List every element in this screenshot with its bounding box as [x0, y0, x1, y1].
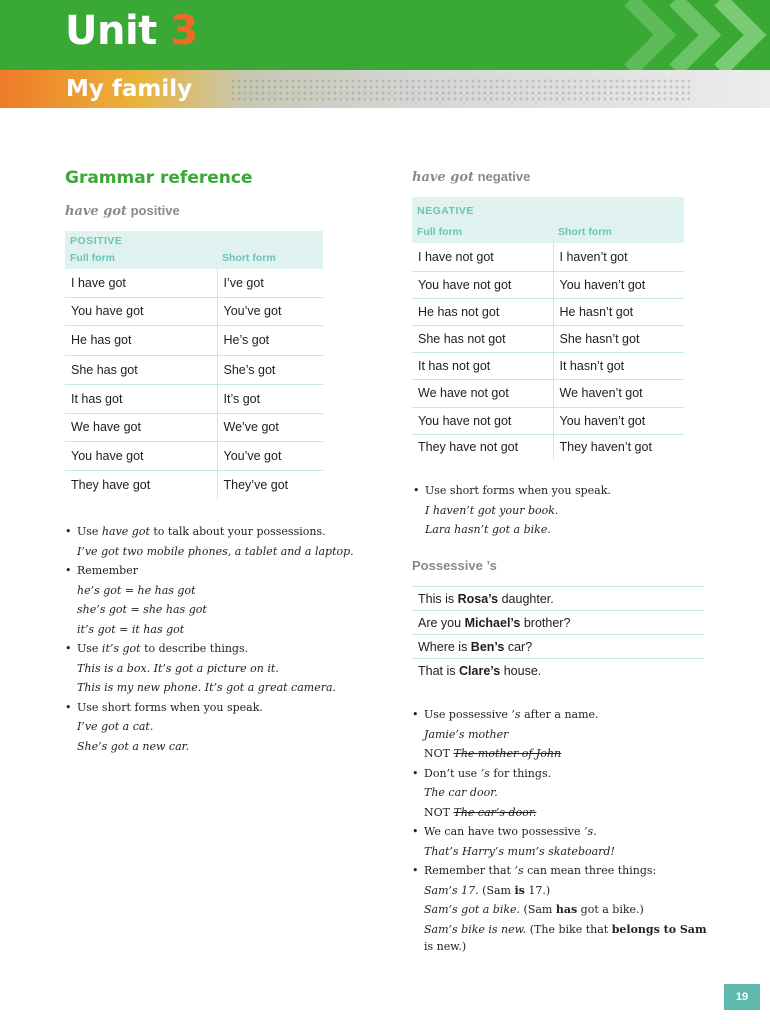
heading-italic: have got — [65, 204, 127, 219]
note-bullet: • Use have got to talk about your possessions. — [65, 522, 365, 542]
negative-notes — [413, 481, 703, 540]
table-row — [412, 352, 684, 379]
possessive-example: Where is Ben’s car? — [412, 635, 704, 659]
cell-short: It hasn’t got — [553, 352, 684, 379]
table-row — [412, 243, 684, 271]
cell-short: We haven’t got — [553, 379, 684, 407]
column-header-full: Full form — [412, 223, 553, 243]
cell-full: They have got — [65, 470, 217, 499]
cell-full: She has not got — [412, 325, 553, 352]
unit-title — [65, 8, 198, 54]
table-row — [65, 355, 323, 384]
cell-full: It has not got — [412, 352, 553, 379]
table-row — [412, 635, 704, 659]
possessive-notes — [412, 705, 712, 957]
cell-short: She’s got — [217, 355, 323, 384]
note-example: Sam’s got a bike. (Sam has got a bike.) — [424, 903, 644, 916]
possessive-example: That is Clare’s house. — [418, 664, 542, 679]
note-example: I haven’t got your book. — [425, 503, 559, 517]
possessive-example: This is Rosa’s daughter. — [412, 587, 704, 611]
column-header-full: Full form — [65, 249, 217, 269]
dot-pattern — [230, 78, 690, 102]
possessive-table — [412, 586, 704, 684]
have-got-positive-heading — [65, 203, 180, 219]
note-example-cont: is new.) — [424, 940, 467, 953]
table-row — [412, 659, 704, 684]
cell-short: They’ve got — [223, 477, 289, 492]
cell-short: It’s got — [217, 384, 323, 413]
note-bullet: • Remember that ’s can mean three things: — [412, 861, 712, 881]
unit-number: 3 — [170, 8, 198, 54]
table-row — [412, 379, 684, 407]
cell-full: I have got — [65, 269, 217, 297]
cell-short: He’s got — [217, 325, 323, 355]
cell-short: They haven’t got — [559, 440, 652, 455]
note-example: Sam’s bike is new. (The bike that belongs to Sam — [424, 922, 707, 936]
cell-full: She has got — [65, 355, 217, 384]
note-example: it’s got = it has got — [77, 622, 185, 636]
cell-short: We’ve got — [217, 413, 323, 441]
table-row — [412, 407, 684, 434]
note-not-example: NOT The mother of John — [424, 747, 562, 760]
note-bullet: • Use possessive ’s after a name. — [412, 705, 712, 725]
table-row — [65, 441, 323, 470]
cell-full: You have not got — [412, 407, 553, 434]
cell-short: He hasn’t got — [553, 298, 684, 325]
table-row — [65, 470, 323, 499]
note-example: I’ve got a cat. — [77, 720, 154, 733]
note-example: She’s got a new car. — [77, 739, 190, 753]
page-number: 19 — [724, 984, 760, 1010]
note-bullet: • We can have two possessive ’s. — [412, 822, 712, 842]
note-example: she’s got = she has got — [77, 603, 207, 616]
note-bullet: • Remember — [65, 561, 365, 581]
note-example: Sam’s 17. (Sam is 17.) — [424, 883, 551, 897]
cell-full: It has got — [65, 384, 217, 413]
column-header-short: Short form — [553, 223, 684, 243]
cell-full: He has not got — [412, 298, 553, 325]
note-example: This is a box. It’s got a picture on it. — [77, 661, 279, 675]
cell-full: You have not got — [412, 271, 553, 298]
possessive-example: Are you Michael’s brother? — [412, 611, 704, 635]
cell-short: I’ve got — [217, 269, 323, 297]
cell-short: You haven’t got — [553, 271, 684, 298]
cell-short: She hasn’t got — [553, 325, 684, 352]
table-row — [412, 611, 704, 635]
note-example: Lara hasn’t got a bike. — [425, 523, 551, 536]
note-bullet: • Use it’s got to describe things. — [65, 639, 365, 659]
table-row — [65, 297, 323, 325]
note-bullet: • Use short forms when you speak. — [413, 481, 703, 501]
table-title: NEGATIVE — [412, 197, 684, 223]
note-bullet: • Don’t use ’s for things. — [412, 764, 712, 784]
cell-full: You have got — [65, 441, 217, 470]
table-title: POSITIVE — [65, 231, 323, 249]
cell-full: He has got — [65, 325, 217, 355]
note-example: I’ve got two mobile phones, a tablet and a laptop. — [77, 544, 354, 558]
unit-word: Unit — [65, 8, 157, 54]
positive-table — [65, 231, 323, 499]
note-bullet: • Use short forms when you speak. — [65, 698, 365, 718]
cell-full: They have not got — [412, 434, 553, 460]
cell-full: You have got — [65, 297, 217, 325]
table-row — [412, 271, 684, 298]
possessive-heading: Possessive ’s — [412, 558, 497, 573]
heading-rest: negative — [474, 169, 531, 184]
note-example: This is my new phone. It’s got a great camera. — [77, 681, 337, 694]
chevron-decoration-icon — [620, 0, 770, 70]
heading-rest: positive — [127, 203, 180, 218]
positive-notes — [65, 522, 365, 756]
table-row — [65, 384, 323, 413]
note-example: he’s got = he has got — [77, 583, 196, 597]
have-got-negative-heading — [412, 169, 530, 185]
column-header-short: Short form — [217, 249, 323, 269]
cell-short: You haven’t got — [553, 407, 684, 434]
note-example: The car door. — [424, 786, 498, 799]
note-not-example: NOT The car’s door. — [424, 805, 537, 819]
cell-short: You’ve got — [217, 297, 323, 325]
table-row — [412, 298, 684, 325]
cell-full: I have not got — [412, 243, 553, 271]
negative-table — [412, 197, 684, 460]
grammar-reference-heading: Grammar reference — [65, 168, 253, 188]
cell-short: I haven’t got — [553, 243, 684, 271]
cell-full: We have not got — [412, 379, 553, 407]
table-row — [65, 325, 323, 355]
heading-italic: have got — [412, 170, 474, 185]
table-row — [412, 325, 684, 352]
unit-subtitle: My family — [66, 76, 193, 102]
cell-full: We have got — [65, 413, 217, 441]
note-example: Jamie’s mother — [424, 727, 509, 741]
table-row — [412, 434, 684, 460]
table-row — [65, 269, 323, 297]
cell-short: You’ve got — [217, 441, 323, 470]
table-row — [412, 587, 704, 611]
note-example: That’s Harry’s mum’s skateboard! — [424, 844, 615, 858]
table-row — [65, 413, 323, 441]
